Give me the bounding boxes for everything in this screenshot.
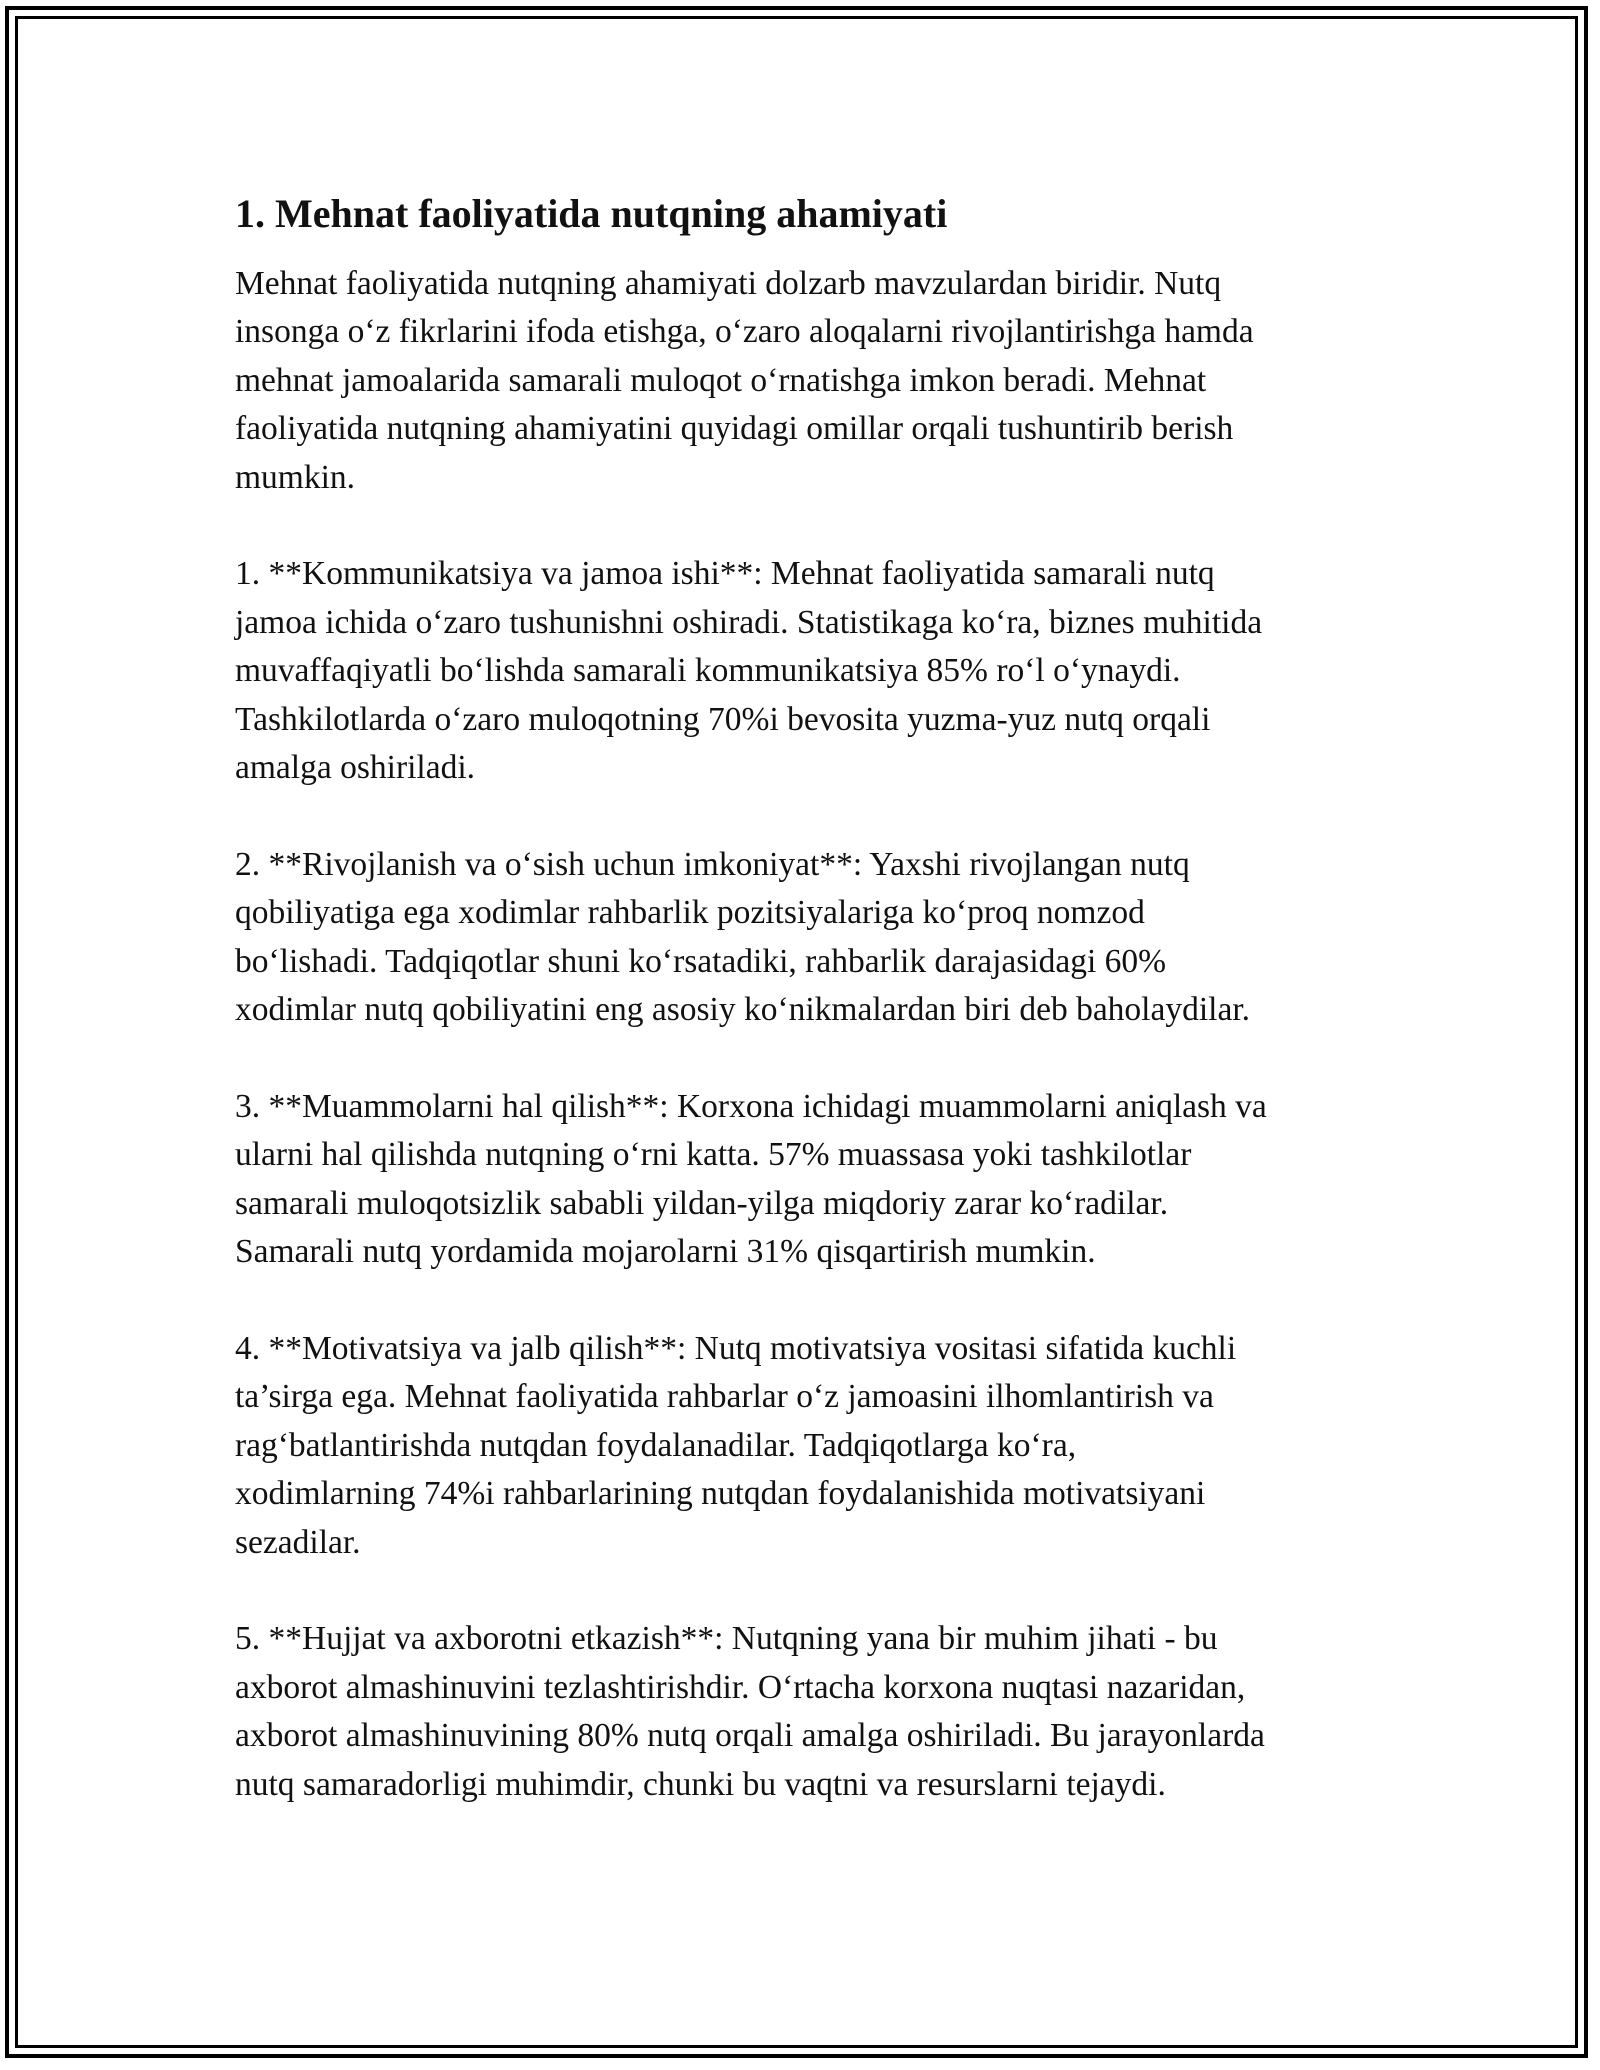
numbered-item-motivation bbox=[235, 1325, 1395, 1567]
text-line: Samarali nutq yordamida mojarolarni 31% qisqartirish mumkin. bbox=[235, 1233, 1096, 1271]
text-line: 4. **Motivatsiya va jalb qilish**: Nutq motivatsiya vositasi sifatida kuchli bbox=[235, 1329, 1237, 1367]
text-line: sezadilar. bbox=[235, 1523, 361, 1561]
text-line: 1. **Kommunikatsiya va jamoa ishi**: Mehnat faoliyatida samarali nutq bbox=[235, 555, 1215, 593]
text-line: 2. **Rivojlanish va o‘sish uchun imkoniyat**: Yaxshi rivojlangan nutq bbox=[235, 845, 1190, 883]
text-line: jamoa ichida o‘zaro tushunishni oshiradi. Statistikaga ko‘ra, biznes muhitida bbox=[235, 603, 1263, 641]
text-line: faoliyatida nutqning ahamiyatini quyidagi omillar orqali tushuntirib berish bbox=[235, 410, 1234, 448]
text-line: xodimlarning 74%i rahbarlarining nutqdan foydalanishida motivatsiyani bbox=[235, 1475, 1206, 1513]
numbered-item-development bbox=[235, 841, 1395, 1035]
text-line: Mehnat faoliyatida nutqning ahamiyati dolzarb mavzulardan biridir. Nutq bbox=[235, 265, 1222, 302]
text-line: insonga o‘z fikrlarini ifoda etishga, o‘zaro aloqalarni rivojlantirishga hamda bbox=[235, 313, 1254, 351]
text-line: ta’sirga ega. Mehnat faoliyatida rahbarlar o‘z jamoasini ilhomlantirish va bbox=[235, 1378, 1214, 1416]
text-line: axborot almashinuvini tezlashtirishdir. O‘rtacha korxona nuqtasi nazaridan, bbox=[235, 1668, 1246, 1706]
text-line: mehnat jamoalarida samarali muloqot o‘rnatishga imkon beradi. Mehnat bbox=[235, 361, 1207, 399]
text-line: 3. **Muammolarni hal qilish**: Korxona ichidagi muammolarni aniqlash va bbox=[235, 1087, 1267, 1125]
text-line: mumkin. bbox=[235, 458, 356, 496]
text-line: rag‘batlantirishda nutqdan foydalanadilar. Tadqiqotlarga ko‘ra, bbox=[235, 1426, 1077, 1464]
text-line: Tashkilotlarda o‘zaro muloqotning 70%i bevosita yuzma-yuz nutq orqali bbox=[235, 700, 1211, 738]
text-line: axborot almashinuvining 80% nutq orqali amalga oshiriladi. Bu jarayonlarda bbox=[235, 1717, 1265, 1755]
text-line: muvaffaqiyatli bo‘lishda samarali kommunikatsiya 85% ro‘l o‘ynaydi. bbox=[235, 652, 1181, 690]
text-line: qobiliyatiga ega xodimlar rahbarlik pozitsiyalariga ko‘proq nomzod bbox=[235, 894, 1145, 932]
text-line: bo‘lishadi. Tadqiqotlar shuni ko‘rsatadiki, rahbarlik darajasidagi 60% bbox=[235, 942, 1167, 980]
intro-paragraph bbox=[235, 260, 1395, 502]
text-line: amalga oshiriladi. bbox=[235, 749, 476, 787]
document-title: 1. Mehnat faoliyatida nutqning ahamiyati bbox=[235, 191, 948, 236]
document-body bbox=[235, 188, 1395, 1809]
text-line: ularni hal qilishda nutqning o‘rni katta. 57% muassasa yoki tashkilotlar bbox=[235, 1136, 1192, 1174]
text-line: nutq samaradorligi muhimdir, chunki bu vaqtni va resurslarni tejaydi. bbox=[235, 1765, 1166, 1803]
text-line: xodimlar nutq qobiliyatini eng asosiy ko‘nikmalardan biri deb baholaydilar. bbox=[235, 991, 1251, 1029]
numbered-item-information bbox=[235, 1615, 1395, 1809]
text-line: samarali muloqotsizlik sababli yildan-yilga miqdoriy zarar ko‘radilar. bbox=[235, 1184, 1169, 1222]
text-line: 5. **Hujjat va axborotni etkazish**: Nutqning yana bir muhim jihati - bu bbox=[235, 1620, 1218, 1658]
numbered-item-problem-solving bbox=[235, 1083, 1395, 1277]
numbered-item-communication bbox=[235, 550, 1395, 792]
